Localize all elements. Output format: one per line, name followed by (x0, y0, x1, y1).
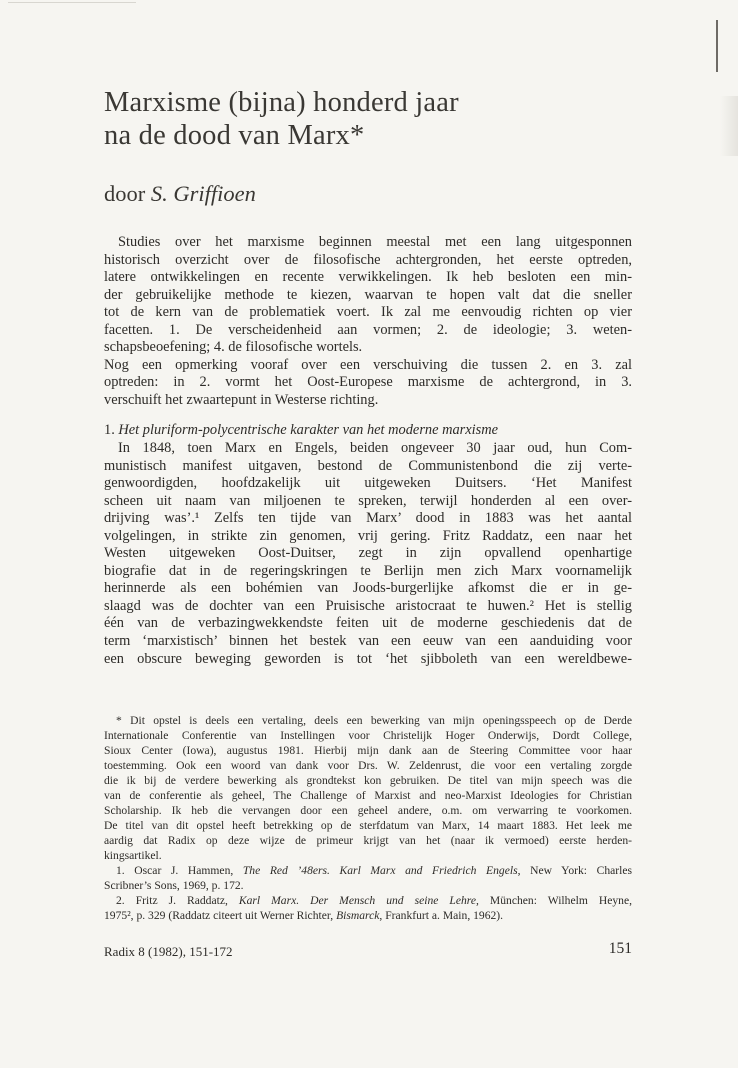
footnote-text: , New York: Charles (517, 864, 632, 877)
text-line: een obscure beweging geworden is tot ‘het sjibboleth van een wereldbewe- (104, 650, 632, 667)
section-paragraph (104, 440, 632, 668)
text-line: der gebruikelijke methode te kiezen, waarvan te hopen valt dat die sneller (104, 286, 632, 303)
text-line: term ‘marxistisch’ binnen het bestek van een eeuw van een aanduiding voor (104, 633, 632, 650)
top-rule (8, 2, 136, 3)
byline (104, 180, 256, 208)
footnote-text: 1. Oscar J. Hammen, (116, 864, 243, 877)
article-title (104, 86, 624, 152)
text-line: schapsbeoefening; 4. de filosofische wortels. (104, 339, 363, 356)
text-line: biografie dat in de regeringskringen te Berlijn men zich Marx voornamelijk (104, 562, 632, 579)
author-name: S. Griffioen (150, 181, 256, 206)
article-body (104, 234, 632, 668)
title-line-1: Marxisme (bijna) honderd jaar (104, 87, 459, 118)
page-number: 151 (608, 940, 632, 957)
footnote-text: München: Wilhelm Heyne, (478, 894, 632, 907)
footnote-line: van de conferentie als geheel, The Challenge of Marxist and neo-Marxist Ideologies for Christian (104, 789, 632, 802)
footnote-line: Scribner’s Sons, 1969, p. 172. (104, 879, 244, 892)
text-line: facetten. 1. De verscheidenheid aan vormen; 2. de ideologie; 3. weten- (104, 321, 632, 338)
footnote-1 (104, 863, 632, 893)
text-line: drijving was’.¹ Zelfs ten tijde van Marx’ dood in 1883 was het aantal (104, 510, 632, 527)
footnote-line (104, 863, 632, 878)
cited-title: Bismarck (336, 909, 380, 922)
text-line: genwoordigden, hoofdzakelijk uit uitgeweken Duitsers. ‘Het Manifest (104, 475, 632, 492)
footnote-line: Sioux Center (Iowa), augustus 1981. Hierbij mijn dank aan de Steering Committee voor haar (104, 744, 632, 757)
text-line: munistisch manifest uitgaven, bestond de Communistenbond die zij verte- (104, 457, 632, 474)
title-line-2: na de dood van Marx* (104, 120, 365, 151)
footnote-2 (104, 893, 632, 923)
text-line: scheen uit naam van miljoenen te spreken, terwijl honderden al een over- (104, 492, 632, 509)
footnote-line: die ik bij de verdere bewerking als grondtekst kon gebruiken. De titel van mijn speech was die (104, 774, 632, 787)
margin-rule (716, 20, 718, 72)
text-line: latere ontwikkelingen en recente verwikkelingen. Ik heb besloten een min- (104, 269, 632, 286)
footnotes (104, 713, 632, 923)
text-line: Westen uitgeweken Oost-Duitser, zegt in zijn opvallend openhartige (104, 545, 632, 562)
footnote-text: 1975², p. 329 (Raddatz citeert uit Werner Richter, (104, 909, 337, 922)
footnote-line: kingsartikel. (104, 849, 162, 862)
text-line: één van de verbazingwekkendste feiten uit de moderne geschiedenis dat de (104, 615, 632, 632)
footnote-line: Internationale Conferentie van Instellingen voor Christelijk Hoger Onderwijs, Dordt College, (104, 729, 632, 742)
text-line: verschuift het zwaartepunt in Westerse richting. (104, 391, 379, 408)
text-line: Studies over het marxisme beginnen meestal met een lang uitgesponnen (118, 234, 632, 250)
journal-citation: Radix 8 (1982), 151-172 (104, 944, 233, 959)
text-line: slaagd was de dochter van een Pruisische aristocraat te huwen.² Het is stellig (104, 597, 632, 614)
text-line: herinnerde als een bohémien van Joods-burgerlijke afkomst die er in ge- (104, 580, 632, 597)
text-line: historisch overzicht over de filosofische achtergronden, het eerste optreden, (104, 251, 632, 268)
footnote-line: Scholarship. Ik heb die vervangen door een geheel andere, o.m. om verwarring te voorkomen. (104, 804, 632, 817)
text-line: volgelingen, in strikte zin genomen, vrij gering. Fritz Raddatz, een naar het (104, 527, 632, 544)
footnote-line: toestemming. Ook een woord van dank voor Drs. W. Zeldenrust, die voor een vertaling zorgde (104, 759, 632, 772)
cited-title: The Red ’48ers. Karl Marx and Friedrich Engels (242, 864, 518, 877)
text-line: optreden: in 2. vormt het Oost-Europese marxisme de achtergrond, in 3. (104, 374, 632, 391)
section-number: 1. (104, 422, 119, 439)
section-title: Het pluriform-polycentrische karakter van het moderne marxisme (118, 422, 499, 439)
section-heading (104, 422, 632, 440)
text-line: Nog een opmerking vooraf over een verschuiving die tussen 2. en 3. zal (104, 356, 632, 373)
text-line: In 1848, toen Marx en Engels, beiden ongeveer 30 jaar oud, hun Com- (118, 440, 632, 457)
footnote-line: * Dit opstel is deels een vertaling, deels een bewerking van mijn openingsspeech op de Derde (116, 714, 632, 727)
page-edge-shadow (720, 96, 738, 156)
footnote-star (104, 713, 632, 863)
footnote-text: 2. Fritz J. Raddatz, (116, 894, 239, 907)
footnote-line: aardig dat Radix op deze wijze de primeur krijgt van het (naar ik vermoed) eerste herden- (104, 834, 632, 847)
footnote-line (104, 908, 632, 923)
cited-title: Karl Marx. Der Mensch und seine Lehre, (238, 894, 479, 907)
byline-prefix: door (104, 181, 151, 206)
text-line: tot de kern van de problematiek voert. Ik zal me eenvoudig richten op vier (104, 304, 632, 321)
footnote-line: De titel van dit opstel heeft betrekking op de sterfdatum van Marx, 14 maart 1883. Het leek me (104, 819, 632, 832)
footnote-line (104, 893, 632, 908)
footnote-text: , Frankfurt a. Main, 1962). (379, 909, 504, 922)
intro-paragraph (104, 234, 632, 409)
